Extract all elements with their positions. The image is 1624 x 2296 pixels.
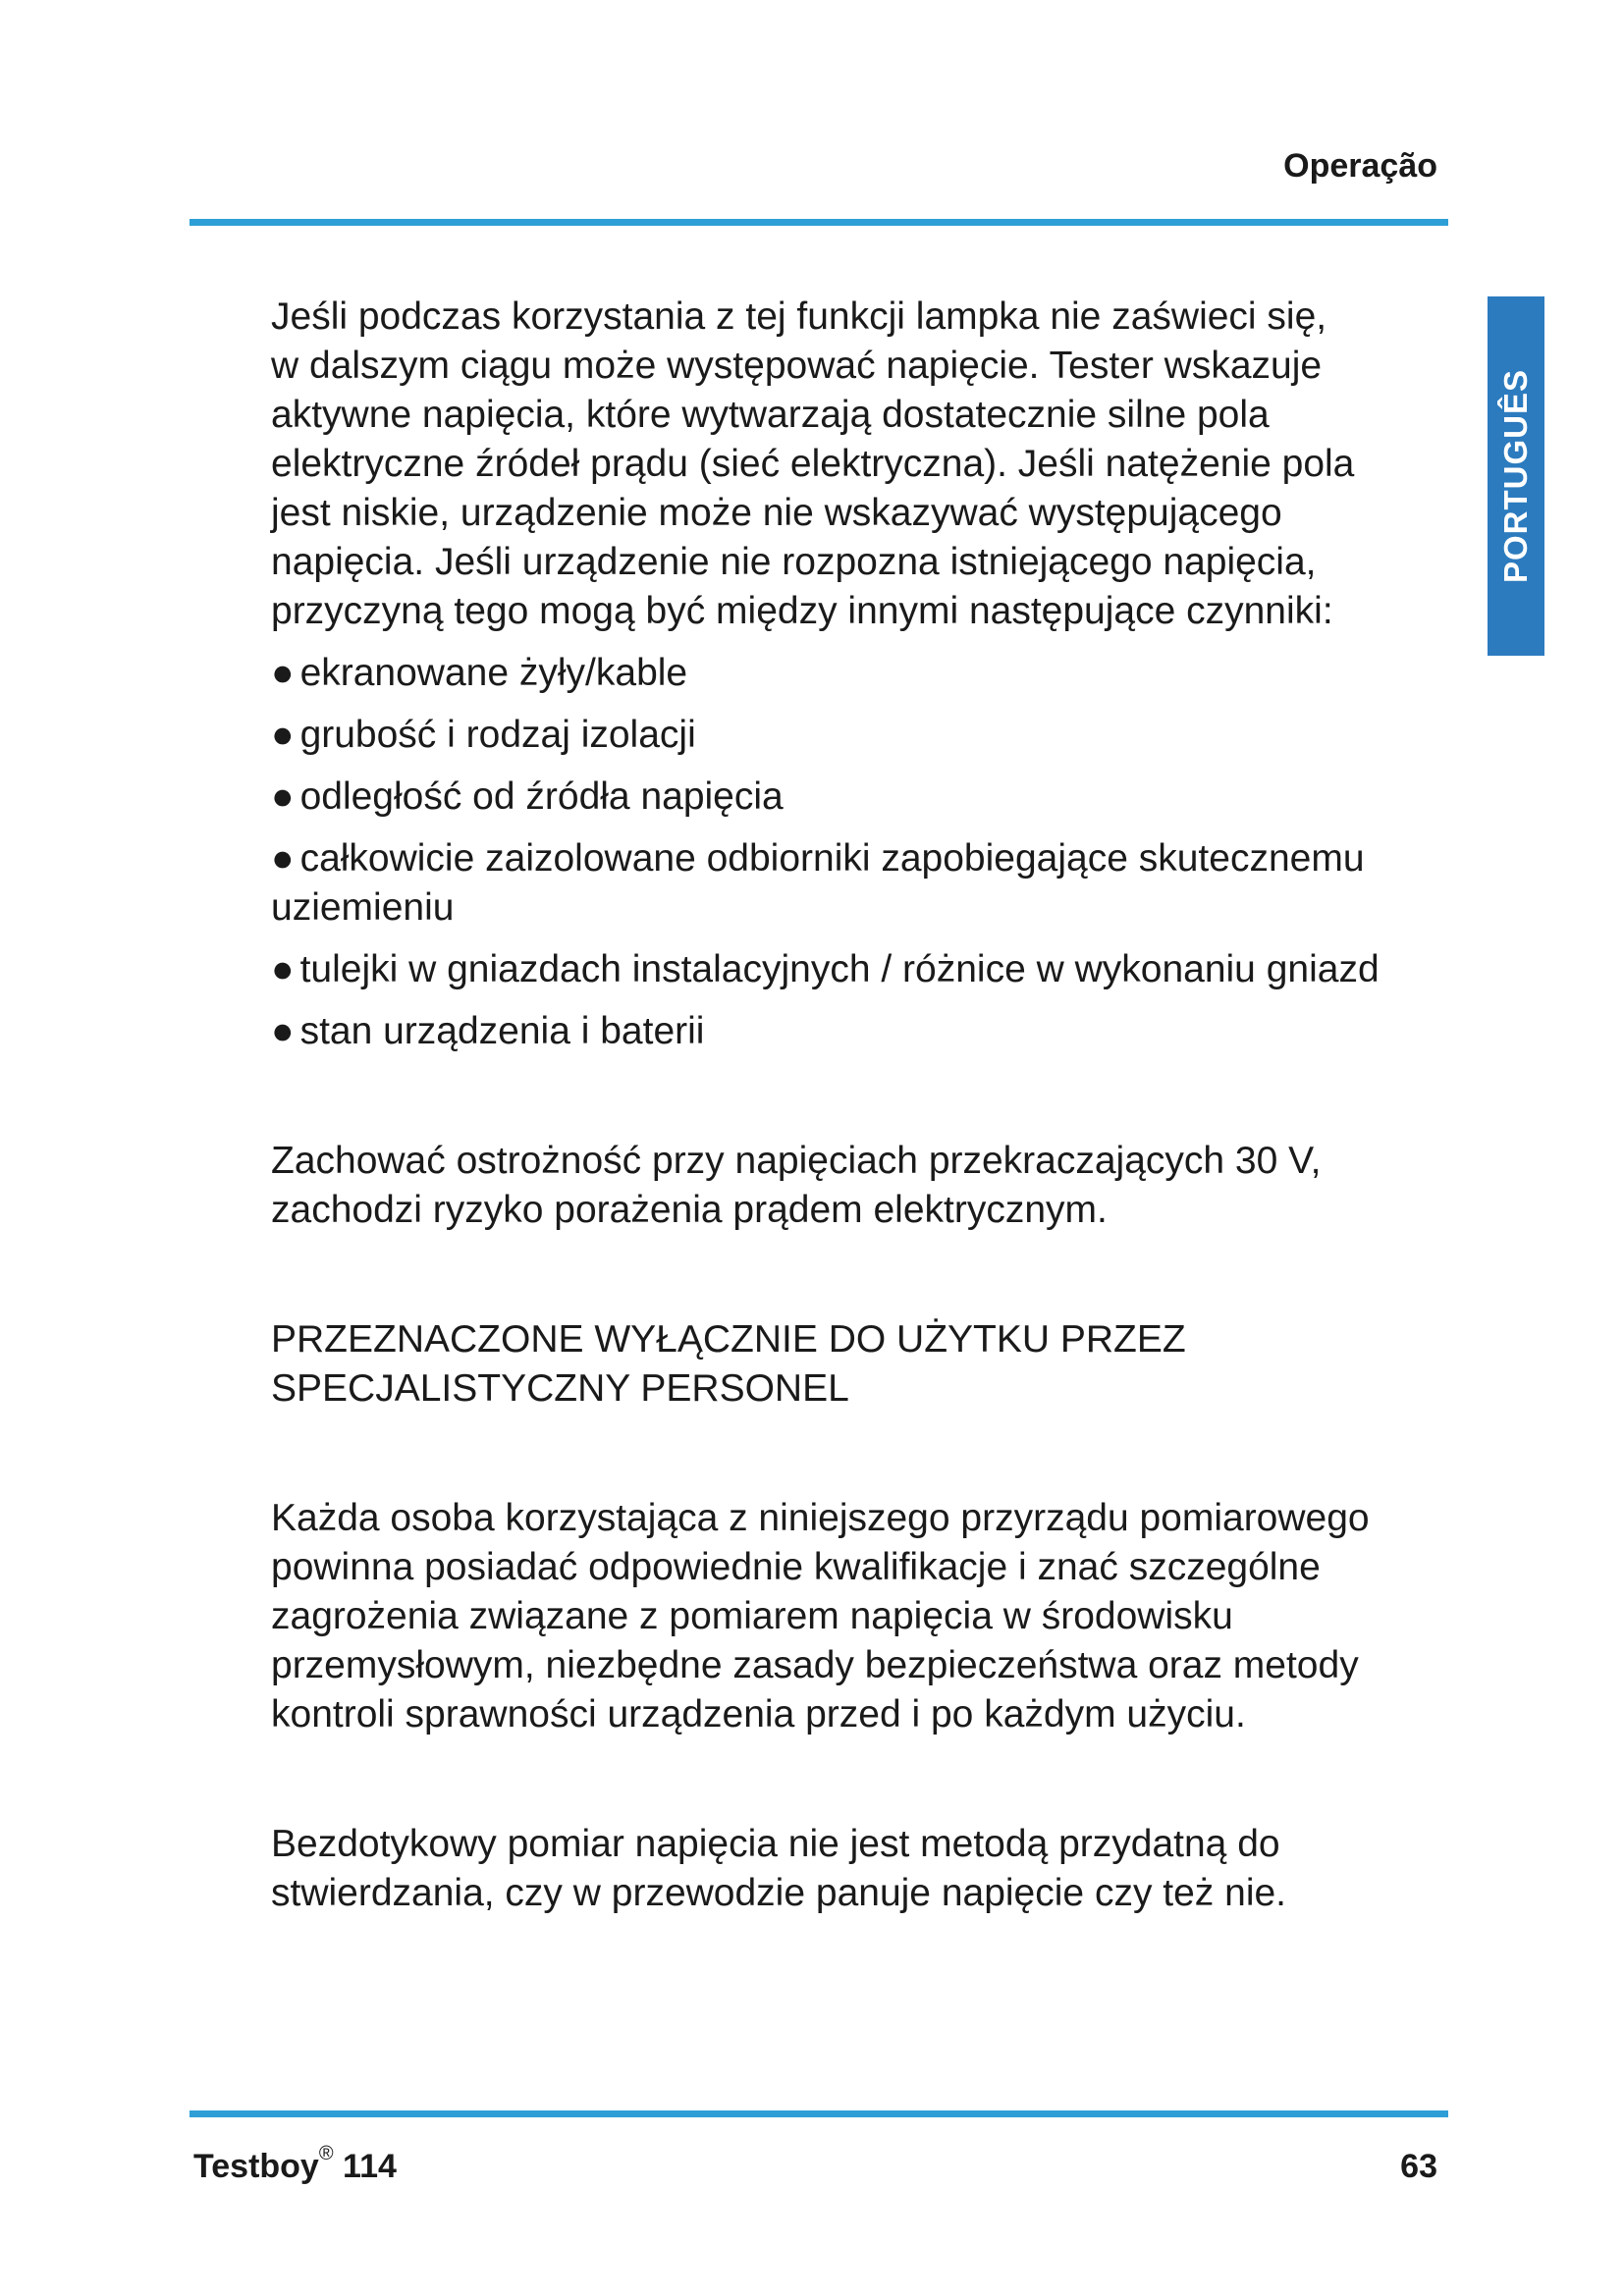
voltage-warning: Zachować ostrożność przy napięciach przekraczających 30 V, zachodzi ryzyko porażenia prądem elektrycznym.	[271, 1140, 1322, 1231]
bullet-icon: ●	[271, 652, 295, 694]
language-tab	[1488, 296, 1544, 656]
list-item-text: całkowicie zaizolowane odbiorniki zapobiegające skutecznemu uziemieniu	[271, 837, 1365, 929]
intro-line: elektryczne źródeł prądu (sieć elektryczna). Jeśli natężenie pola	[271, 443, 1355, 485]
page-number: 63	[1400, 2148, 1437, 2185]
factor-list	[271, 649, 1449, 1056]
qualification-paragraph: Każda osoba korzystająca z niniejszego przyrządu pomiarowego powinna posiadać odpowiednie kwalifikacje i znać szczególne zagrożenia związane z pomiarem napięcia w środowisku przemysłowym, niezbędne zasady bezpieczeństwa oraz metody kontroli sprawności urządzenia przed i po każdym użyciu.	[271, 1497, 1370, 1735]
page-content	[271, 293, 1449, 1918]
list-item-text: grubość i rodzaj izolacji	[299, 714, 696, 756]
bullet-icon: ●	[271, 775, 295, 818]
intro-line: aktywne napięcia, które wytwarzają dostatecznie silne pola	[271, 394, 1270, 436]
trademark-icon: ®	[318, 2142, 334, 2164]
list-item	[271, 773, 1449, 822]
header-rule	[189, 219, 1448, 226]
intro-line: przyczyną tego mogą być między innymi następujące czynniki:	[271, 590, 1333, 632]
intro-line: Jeśli podczas korzystania z tej funkcji lampka nie zaświeci się,	[271, 295, 1327, 338]
contactless-note: Bezdotykowy pomiar napięcia nie jest metodą przydatną do stwierdzania, czy w przewodzie panuje napięcie czy też nie.	[271, 1823, 1287, 1914]
list-item	[271, 711, 1449, 760]
list-item-text: odległość od źródła napięcia	[299, 775, 784, 818]
list-item	[271, 1007, 1449, 1056]
bullet-icon: ●	[271, 714, 295, 756]
list-item	[271, 945, 1449, 994]
brand-name: Testboy	[193, 2148, 319, 2185]
specialist-notice: PRZEZNACZONE WYŁĄCZNIE DO UŻYTKU PRZEZ SPECJALISTYCZNY PERSONEL	[271, 1318, 1186, 1410]
list-item-text: stan urządzenia i baterii	[299, 1010, 705, 1052]
section-title: Operação	[1283, 147, 1437, 185]
list-item-text: ekranowane żyły/kable	[299, 652, 688, 694]
model-number: 114	[343, 2148, 397, 2185]
language-tab-label: PORTUGUÊS	[1497, 368, 1534, 584]
list-item	[271, 834, 1449, 933]
footer-brand	[193, 2142, 397, 2186]
bullet-icon: ●	[271, 837, 295, 880]
intro-line: napięcia. Jeśli urządzenie nie rozpozna istniejącego napięcia,	[271, 541, 1317, 583]
bullet-icon: ●	[271, 1010, 295, 1052]
list-item	[271, 649, 1449, 698]
footer-rule	[189, 2110, 1448, 2117]
intro-line: jest niskie, urządzenie może nie wskazywać występującego	[271, 492, 1282, 534]
bullet-icon: ●	[271, 948, 295, 990]
list-item-text: tulejki w gniazdach instalacyjnych / różnice w wykonaniu gniazd	[299, 948, 1380, 990]
intro-line: w dalszym ciągu może występować napięcie. Tester wskazuje	[271, 345, 1323, 387]
intro-paragraph	[271, 293, 1449, 636]
